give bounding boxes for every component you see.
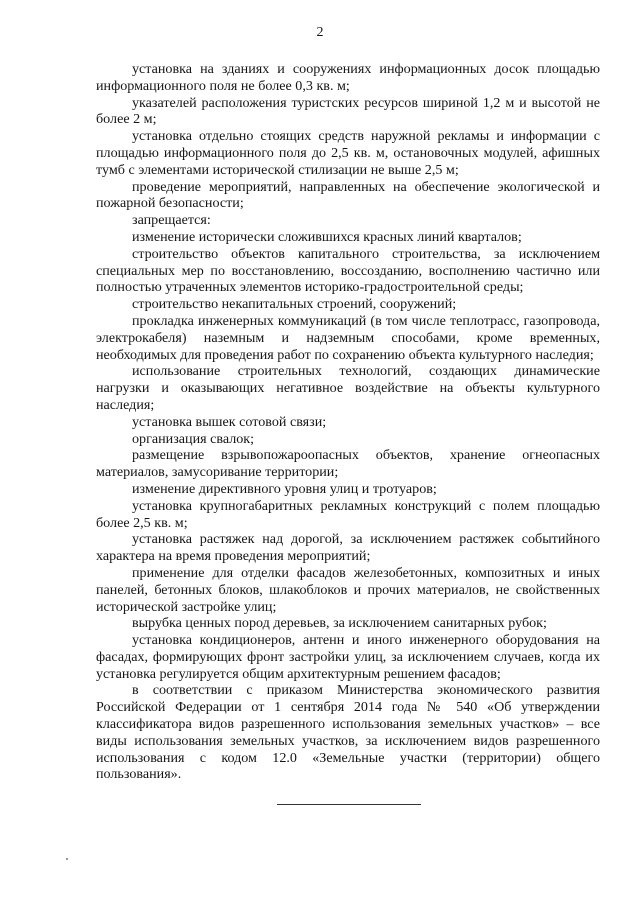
paragraph: в соответствии с приказом Министерства экономического развития Российской Федерации от 1 сентября 2014 года № 540 «Об утверждении классификатора видов разрешенного использования земельных участков» – все виды использования земельных участков, за исключением видов разрешенного использования с кодом 12.0 «Земельные участки (территории) общего пользования». [96, 682, 600, 783]
paragraph: строительство некапитальных строений, сооружений; [132, 296, 457, 313]
paragraph: изменение исторически сложившихся красных линий кварталов; [132, 228, 522, 245]
paragraph: указателей расположения туристских ресурсов шириной 1,2 м и высотой не более 2 м; [96, 94, 600, 128]
paragraph: проведение мероприятий, направленных на обеспечение экологической и пожарной безопасности; [96, 178, 600, 212]
margin-mark [66, 858, 68, 860]
paragraph: строительство объектов капитального строительства, за исключением специальных мер по восстановлению, воссозданию, восполнению частично или полностью утраченных элементов историко-градостроительной среды; [96, 245, 600, 296]
paragraph: установка крупногабаритных рекламных конструкций с полем площадью более 2,5 кв. м; [96, 497, 600, 531]
paragraph: изменение директивного уровня улиц и тротуаров; [132, 480, 437, 497]
paragraph: вырубка ценных пород деревьев, за исключением санитарных рубок; [132, 615, 547, 632]
paragraph: установка вышек сотовой связи; [132, 413, 327, 430]
paragraph: запрещается: [132, 212, 211, 229]
paragraph: установка кондиционеров, антенн и иного инженерного оборудования на фасадах, формирующих фронт застройки улиц, за исключением случаев, когда их установка регулируется общим архитектурным решением фасадов; [96, 632, 600, 682]
page-number: 2 [316, 25, 324, 40]
paragraph: установка на зданиях и сооружениях информационных досок площадью информационного поля не более 0,3 кв. м; [96, 61, 600, 94]
paragraph: прокладка инженерных коммуникаций (в том числе теплотрасс, газопровода, электрокабеля) наземным и надземным способами, кроме временных, необходимых для проведения работ по сохранению объекта культурного наследия; [96, 312, 600, 363]
end-divider [277, 804, 421, 805]
paragraph: организация свалок; [132, 430, 255, 447]
paragraph: размещение взрывопожароопасных объектов, хранение огнеопасных материалов, замусоривание территории; [96, 447, 600, 481]
paragraph: применение для отделки фасадов железобетонных, композитных и иных панелей, бетонных блоков, шлакоблоков и прочих материалов, не свойственных исторической застройке улиц; [96, 564, 600, 615]
paragraph: использование строительных технологий, создающих динамические нагрузки и оказывающих негативное воздействие на объекты культурного наследия; [96, 363, 600, 413]
paragraph: установка растяжек над дорогой, за исключением растяжек событийного характера на время проведения мероприятий; [96, 531, 600, 565]
paragraph: установка отдельно стоящих средств наружной рекламы и информации с площадью информационного поля до 2,5 кв. м, остановочных модулей, афишных тумб с элементами исторической стилизации не выше 2,5 м; [96, 128, 600, 178]
document-body [96, 61, 600, 783]
